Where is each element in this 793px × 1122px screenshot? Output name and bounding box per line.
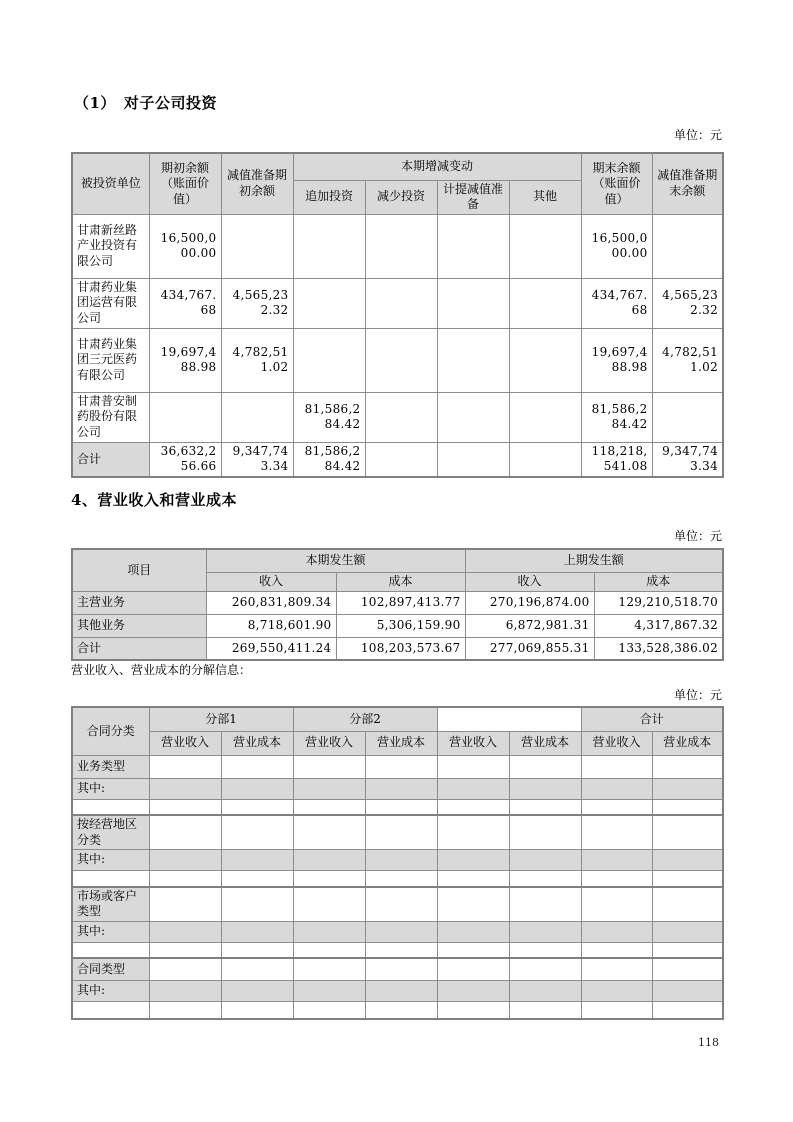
row-label-cell: 市场或客户类型 <box>72 887 149 922</box>
row-label-cell: 业务类型 <box>72 755 149 778</box>
empty-cell <box>581 1001 652 1019</box>
row-label-cell: 主营业务 <box>72 591 206 614</box>
page-number: 118 <box>698 1036 719 1049</box>
amount-cell <box>437 278 509 328</box>
table-header-row <box>72 707 723 731</box>
amount-cell: 269,550,411.24 <box>206 637 336 660</box>
empty-cell <box>365 942 437 958</box>
amount-cell: 16,500,000.00 <box>149 214 221 278</box>
empty-cell <box>652 921 723 942</box>
empty-cell <box>293 850 365 871</box>
empty-cell <box>509 921 581 942</box>
empty-cell <box>221 887 293 922</box>
empty-cell <box>509 755 581 778</box>
amount-cell <box>437 442 509 477</box>
amount-cell <box>437 328 509 392</box>
col-header-segment-2: 分部2 <box>293 707 437 731</box>
amount-cell: 108,203,573.67 <box>336 637 465 660</box>
empty-cell <box>509 799 581 815</box>
col-header-invested-entity: 被投资单位 <box>72 153 149 214</box>
col-header-cost: 成本 <box>336 572 465 591</box>
empty-cell <box>149 799 221 815</box>
row-label-cell: 其中: <box>72 850 149 871</box>
col-header-impairment-provision: 计提减值准备 <box>437 180 509 214</box>
empty-cell <box>293 815 365 850</box>
empty-cell <box>365 871 437 887</box>
subsidiary-investment-table <box>71 152 724 478</box>
empty-cell <box>437 799 509 815</box>
col-header-total: 合计 <box>581 707 723 731</box>
empty-cell <box>437 887 509 922</box>
empty-cell <box>293 921 365 942</box>
table-row <box>72 614 723 637</box>
empty-cell <box>581 980 652 1001</box>
row-label-cell: 其中: <box>72 980 149 1001</box>
table-total-row <box>72 442 723 477</box>
row-label-cell: 其中: <box>72 921 149 942</box>
empty-cell <box>293 958 365 980</box>
col-header-blank-segment <box>437 707 581 731</box>
table-subheader-row <box>72 731 723 755</box>
empty-cell <box>221 980 293 1001</box>
table-sub-row <box>72 778 723 799</box>
col-header-item: 项目 <box>72 549 206 591</box>
empty-cell <box>149 1001 221 1019</box>
amount-cell: 19,697,488.98 <box>149 328 221 392</box>
empty-cell <box>652 1001 723 1019</box>
empty-cell <box>652 942 723 958</box>
amount-cell: 129,210,518.70 <box>594 591 723 614</box>
amount-cell <box>365 392 437 442</box>
table-sub-row <box>72 980 723 1001</box>
col-header-segment-1: 分部1 <box>149 707 293 731</box>
amount-cell <box>509 328 581 392</box>
amount-cell <box>652 392 723 442</box>
empty-cell <box>437 778 509 799</box>
empty-cell <box>365 850 437 871</box>
col-header-change-group: 本期增减变动 <box>293 153 581 180</box>
revenue-cost-table <box>71 548 724 661</box>
empty-cell <box>149 921 221 942</box>
unit-label-3: 单位：元 <box>673 688 722 702</box>
row-label-cell: 其他业务 <box>72 614 206 637</box>
row-label-cell: 合同类型 <box>72 958 149 980</box>
empty-cell <box>149 980 221 1001</box>
empty-cell <box>509 871 581 887</box>
col-header-operating-cost: 营业成本 <box>221 731 293 755</box>
amount-cell: 81,586,284.42 <box>293 442 365 477</box>
empty-cell <box>149 887 221 922</box>
empty-cell <box>149 942 221 958</box>
empty-cell <box>221 778 293 799</box>
amount-cell <box>365 214 437 278</box>
col-header-prior-period: 上期发生额 <box>465 549 723 572</box>
table-group-row <box>72 958 723 980</box>
table-header-row <box>72 153 723 180</box>
col-header-operating-income: 营业收入 <box>437 731 509 755</box>
empty-cell <box>221 799 293 815</box>
table-row <box>72 392 723 442</box>
empty-cell <box>581 942 652 958</box>
empty-cell <box>365 921 437 942</box>
empty-cell <box>437 815 509 850</box>
table-blank-row <box>72 871 723 887</box>
empty-cell <box>509 815 581 850</box>
empty-cell <box>652 755 723 778</box>
col-header-operating-income: 营业收入 <box>581 731 652 755</box>
col-header-other: 其他 <box>509 180 581 214</box>
col-header-cost: 成本 <box>594 572 723 591</box>
amount-cell: 36,632,256.66 <box>149 442 221 477</box>
empty-cell <box>652 850 723 871</box>
amount-cell <box>652 214 723 278</box>
empty-cell <box>221 958 293 980</box>
amount-cell <box>293 278 365 328</box>
amount-cell: 270,196,874.00 <box>465 591 594 614</box>
empty-cell <box>652 871 723 887</box>
empty-cell <box>293 887 365 922</box>
empty-cell <box>293 778 365 799</box>
amount-cell: 19,697,488.98 <box>581 328 652 392</box>
empty-cell <box>293 1001 365 1019</box>
empty-cell <box>221 871 293 887</box>
amount-cell: 8,718,601.90 <box>206 614 336 637</box>
company-name-cell: 甘肃药业集团运营有限公司 <box>72 278 149 328</box>
empty-cell <box>365 958 437 980</box>
empty-cell <box>652 815 723 850</box>
table-group-row <box>72 815 723 850</box>
empty-cell <box>581 815 652 850</box>
amount-cell <box>365 278 437 328</box>
empty-cell <box>221 921 293 942</box>
table-sub-row <box>72 921 723 942</box>
empty-cell <box>149 755 221 778</box>
amount-cell <box>149 392 221 442</box>
col-header-operating-income: 营业收入 <box>293 731 365 755</box>
empty-cell <box>652 887 723 922</box>
empty-cell <box>221 850 293 871</box>
empty-cell <box>652 958 723 980</box>
amount-cell: 5,306,159.90 <box>336 614 465 637</box>
empty-cell <box>365 887 437 922</box>
amount-cell: 4,565,232.32 <box>221 278 293 328</box>
empty-cell <box>581 958 652 980</box>
empty-cell <box>581 850 652 871</box>
table-row <box>72 278 723 328</box>
col-header-income: 收入 <box>465 572 594 591</box>
empty-cell <box>581 921 652 942</box>
amount-cell <box>221 392 293 442</box>
empty-cell <box>72 871 149 887</box>
empty-cell <box>72 1001 149 1019</box>
empty-cell <box>509 942 581 958</box>
amount-cell: 4,317,867.32 <box>594 614 723 637</box>
empty-cell <box>581 871 652 887</box>
col-header-additional-investment: 追加投资 <box>293 180 365 214</box>
empty-cell <box>509 887 581 922</box>
amount-cell: 434,767.68 <box>149 278 221 328</box>
total-label-cell: 合计 <box>72 637 206 660</box>
empty-cell <box>293 799 365 815</box>
table-sub-row <box>72 850 723 871</box>
table-blank-row <box>72 1001 723 1019</box>
col-header-impairment-opening: 减值准备期初余额 <box>221 153 293 214</box>
row-label-cell: 按经营地区分类 <box>72 815 149 850</box>
amount-cell <box>509 214 581 278</box>
total-label-cell: 合计 <box>72 442 149 477</box>
col-header-current-period: 本期发生额 <box>206 549 465 572</box>
amount-cell: 4,565,232.32 <box>652 278 723 328</box>
empty-cell <box>293 871 365 887</box>
empty-cell <box>437 958 509 980</box>
row-label-cell: 其中: <box>72 778 149 799</box>
col-header-contract-classification: 合同分类 <box>72 707 149 755</box>
amount-cell: 133,528,386.02 <box>594 637 723 660</box>
amount-cell: 81,586,284.42 <box>293 392 365 442</box>
empty-cell <box>365 1001 437 1019</box>
table-blank-row <box>72 942 723 958</box>
empty-cell <box>652 980 723 1001</box>
amount-cell <box>437 214 509 278</box>
amount-cell <box>293 214 365 278</box>
unit-label-1: 单位：元 <box>673 128 722 142</box>
table-total-row <box>72 637 723 660</box>
amount-cell <box>509 392 581 442</box>
empty-cell <box>293 980 365 1001</box>
amount-cell <box>509 278 581 328</box>
table-group-row <box>72 887 723 922</box>
table-row <box>72 328 723 392</box>
empty-cell <box>581 755 652 778</box>
empty-cell <box>581 799 652 815</box>
empty-cell <box>221 1001 293 1019</box>
amount-cell: 277,069,855.31 <box>465 637 594 660</box>
col-header-operating-cost: 营业成本 <box>509 731 581 755</box>
table-row <box>72 214 723 278</box>
company-name-cell: 甘肃普安制药股份有限公司 <box>72 392 149 442</box>
empty-cell <box>437 755 509 778</box>
empty-cell <box>149 958 221 980</box>
col-header-opening-balance: 期初余额（账面价值） <box>149 153 221 214</box>
col-header-operating-income: 营业收入 <box>149 731 221 755</box>
amount-cell: 16,500,000.00 <box>581 214 652 278</box>
empty-cell <box>149 778 221 799</box>
empty-cell <box>149 871 221 887</box>
amount-cell: 434,767.68 <box>581 278 652 328</box>
amount-cell: 9,347,743.34 <box>221 442 293 477</box>
amount-cell <box>365 442 437 477</box>
revenue-breakdown-table <box>71 706 724 1020</box>
empty-cell <box>509 778 581 799</box>
empty-cell <box>652 778 723 799</box>
empty-cell <box>72 942 149 958</box>
empty-cell <box>509 850 581 871</box>
empty-cell <box>437 942 509 958</box>
amount-cell: 9,347,743.34 <box>652 442 723 477</box>
col-header-reduced-investment: 减少投资 <box>365 180 437 214</box>
amount-cell: 81,586,284.42 <box>581 392 652 442</box>
amount-cell: 4,782,511.02 <box>221 328 293 392</box>
amount-cell: 4,782,511.02 <box>652 328 723 392</box>
amount-cell <box>437 392 509 442</box>
empty-cell <box>365 755 437 778</box>
empty-cell <box>509 980 581 1001</box>
col-header-operating-cost: 营业成本 <box>652 731 723 755</box>
empty-cell <box>509 1001 581 1019</box>
company-name-cell: 甘肃新丝路产业投资有限公司 <box>72 214 149 278</box>
amount-cell <box>365 328 437 392</box>
empty-cell <box>293 942 365 958</box>
col-header-impairment-closing: 减值准备期末余额 <box>652 153 723 214</box>
amount-cell <box>509 442 581 477</box>
empty-cell <box>437 1001 509 1019</box>
empty-cell <box>221 942 293 958</box>
section-title-subsidiary-investment: （1） 对子公司投资 <box>74 94 217 112</box>
section-title-revenue-cost: 4、营业收入和营业成本 <box>71 491 237 509</box>
empty-cell <box>365 815 437 850</box>
col-header-income: 收入 <box>206 572 336 591</box>
empty-cell <box>365 799 437 815</box>
table-row <box>72 591 723 614</box>
empty-cell <box>149 850 221 871</box>
empty-cell <box>437 921 509 942</box>
empty-cell <box>365 980 437 1001</box>
empty-cell <box>437 980 509 1001</box>
breakdown-note: 营业收入、营业成本的分解信息： <box>71 663 252 677</box>
empty-cell <box>581 887 652 922</box>
amount-cell: 6,872,981.31 <box>465 614 594 637</box>
col-header-operating-cost: 营业成本 <box>365 731 437 755</box>
empty-cell <box>221 815 293 850</box>
unit-label-2: 单位：元 <box>673 529 722 543</box>
empty-cell <box>437 871 509 887</box>
amount-cell <box>221 214 293 278</box>
empty-cell <box>149 815 221 850</box>
amount-cell: 118,218,541.08 <box>581 442 652 477</box>
company-name-cell: 甘肃药业集团三元医药有限公司 <box>72 328 149 392</box>
empty-cell <box>72 799 149 815</box>
empty-cell <box>581 778 652 799</box>
empty-cell <box>437 850 509 871</box>
amount-cell: 102,897,413.77 <box>336 591 465 614</box>
table-group-row <box>72 755 723 778</box>
empty-cell <box>293 755 365 778</box>
table-blank-row <box>72 799 723 815</box>
empty-cell <box>509 958 581 980</box>
amount-cell: 260,831,809.34 <box>206 591 336 614</box>
col-header-closing-balance: 期末余额（账面价值） <box>581 153 652 214</box>
empty-cell <box>652 799 723 815</box>
table-header-row <box>72 549 723 572</box>
empty-cell <box>365 778 437 799</box>
amount-cell <box>293 328 365 392</box>
empty-cell <box>221 755 293 778</box>
